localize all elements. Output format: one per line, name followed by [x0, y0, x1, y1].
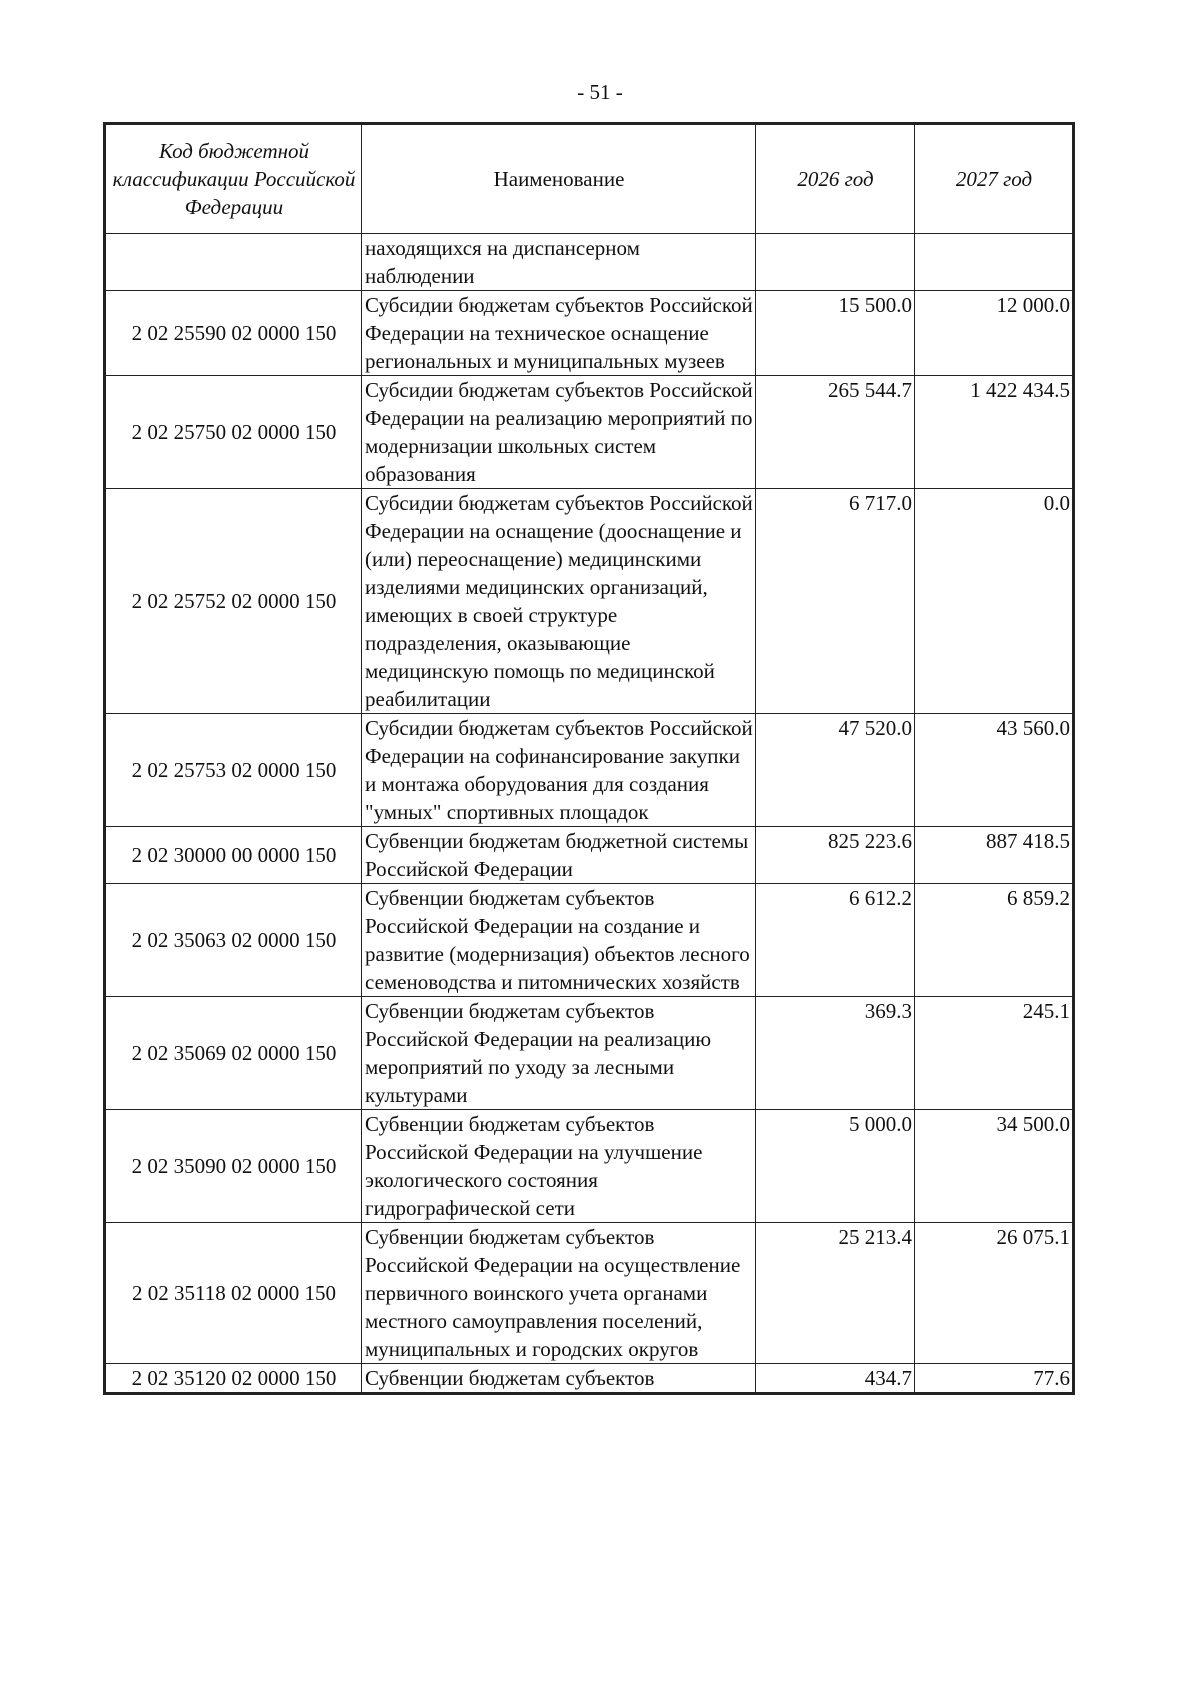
cell-2027: 34 500.0 [915, 1110, 1074, 1223]
table-row [105, 827, 1074, 884]
cell-2026: 5 000.0 [756, 1110, 915, 1223]
header-code: Код бюджетной классификации Российской Федерации [105, 124, 362, 234]
cell-2027: 77.6 [915, 1364, 1074, 1394]
header-year-2026: 2026 год [756, 124, 915, 234]
cell-name: Субсидии бюджетам субъектов Российской Федерации на техническое оснащение региональных и муниципальных музеев [362, 291, 756, 376]
cell-2026: 265 544.7 [756, 376, 915, 489]
cell-2026: 825 223.6 [756, 827, 915, 884]
cell-2026: 47 520.0 [756, 714, 915, 827]
cell-name: Субвенции бюджетам субъектов Российской Федерации на создание и развитие (модернизация) объектов лесного семеноводства и питомнических хозяйств [362, 884, 756, 997]
cell-name: Субсидии бюджетам субъектов Российской Федерации на реализацию мероприятий по модернизации школьных систем образования [362, 376, 756, 489]
table-row [105, 1364, 1074, 1394]
cell-code: 2 02 25750 02 0000 150 [105, 376, 362, 489]
cell-2027: 6 859.2 [915, 884, 1074, 997]
cell-code: 2 02 25753 02 0000 150 [105, 714, 362, 827]
cell-code [105, 234, 362, 291]
cell-2026 [756, 234, 915, 291]
cell-name: находящихся на диспансерном наблюдении [362, 234, 756, 291]
cell-code: 2 02 35120 02 0000 150 [105, 1364, 362, 1394]
cell-2027: 0.0 [915, 489, 1074, 714]
cell-2027: 26 075.1 [915, 1223, 1074, 1364]
cell-2027: 887 418.5 [915, 827, 1074, 884]
table-row [105, 234, 1074, 291]
cell-name: Субвенции бюджетам бюджетной системы Российской Федерации [362, 827, 756, 884]
budget-table [103, 122, 1075, 1395]
cell-2026: 6 612.2 [756, 884, 915, 997]
header-name: Наименование [362, 124, 756, 234]
cell-2026: 434.7 [756, 1364, 915, 1394]
cell-2027: 245.1 [915, 997, 1074, 1110]
page-number: - 51 - [577, 80, 623, 104]
cell-2027: 12 000.0 [915, 291, 1074, 376]
table-row [105, 489, 1074, 714]
table-row [105, 1110, 1074, 1223]
cell-code: 2 02 30000 00 0000 150 [105, 827, 362, 884]
cell-2027: 43 560.0 [915, 714, 1074, 827]
table-row [105, 1223, 1074, 1364]
cell-code: 2 02 35063 02 0000 150 [105, 884, 362, 997]
cell-name: Субсидии бюджетам субъектов Российской Федерации на оснащение (дооснащение и (или) переоснащение) медицинскими изделиями медицинских организаций, имеющих в своей структуре подразделения, оказывающие медицинскую помощь по медицинской реабилитации [362, 489, 756, 714]
table-row [105, 376, 1074, 489]
cell-name: Субвенции бюджетам субъектов [362, 1364, 756, 1394]
cell-code: 2 02 25752 02 0000 150 [105, 489, 362, 714]
cell-code: 2 02 35090 02 0000 150 [105, 1110, 362, 1223]
cell-code: 2 02 25590 02 0000 150 [105, 291, 362, 376]
cell-2027 [915, 234, 1074, 291]
cell-name: Субвенции бюджетам субъектов Российской Федерации на осуществление первичного воинского учета органами местного самоуправления поселений, муниципальных и городских округов [362, 1223, 756, 1364]
cell-name: Субвенции бюджетам субъектов Российской Федерации на улучшение экологического состояния гидрографической сети [362, 1110, 756, 1223]
cell-2026: 15 500.0 [756, 291, 915, 376]
cell-2027: 1 422 434.5 [915, 376, 1074, 489]
cell-2026: 25 213.4 [756, 1223, 915, 1364]
table-row [105, 884, 1074, 997]
header-year-2027: 2027 год [915, 124, 1074, 234]
cell-2026: 6 717.0 [756, 489, 915, 714]
cell-code: 2 02 35118 02 0000 150 [105, 1223, 362, 1364]
table-row [105, 714, 1074, 827]
cell-2026: 369.3 [756, 997, 915, 1110]
cell-code: 2 02 35069 02 0000 150 [105, 997, 362, 1110]
table-header-row [105, 124, 1074, 234]
cell-name: Субсидии бюджетам субъектов Российской Федерации на софинансирование закупки и монтажа оборудования для создания "умных" спортивных площадок [362, 714, 756, 827]
table-row [105, 997, 1074, 1110]
table-row [105, 291, 1074, 376]
cell-name: Субвенции бюджетам субъектов Российской Федерации на реализацию мероприятий по уходу за лесными культурами [362, 997, 756, 1110]
